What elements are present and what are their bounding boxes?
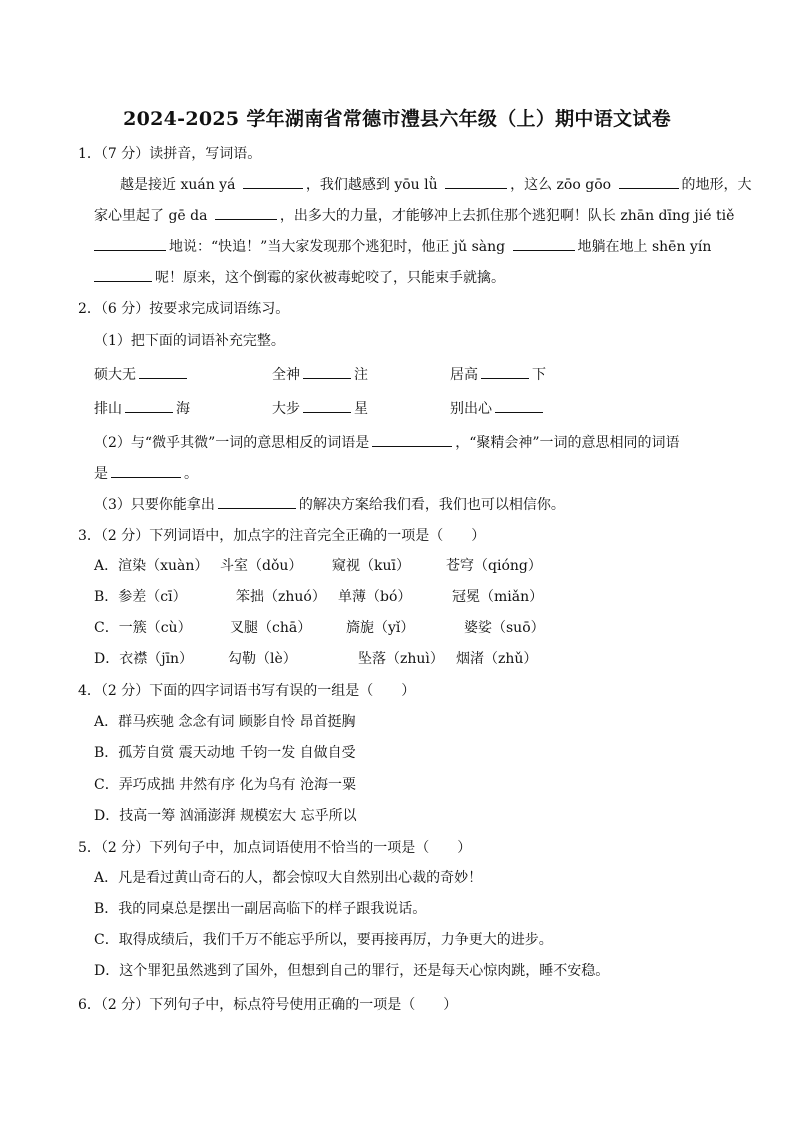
answer-blank[interactable] [303,398,351,413]
idiom-item: 排山 海 [94,398,190,419]
q5-option-a[interactable]: A．凡是看过黄山奇石的人，都会惊叹大自然别出心裁的奇妙！ [94,870,483,886]
answer-blank[interactable] [139,364,187,379]
q1-text: ，我们越感到 yōu lǜ [305,177,443,193]
q1-passage-line-1 [120,174,752,195]
q4-option-c[interactable]: C．弄巧成拙 井然有序 化为乌有 沧海一粟 [94,777,357,793]
q1-text: 越是接近 xuán yá [120,177,240,193]
idiom-item: 硕大无 [94,364,190,385]
q5-option-b[interactable]: B．我的同桌总是摆出一副居高临下的样子跟我说话。 [94,901,427,917]
q3-option-a[interactable]: A．渲染（xuàn） 斗室（dǒu） 窥视（kuī） 苍穹（qióng） [94,558,542,574]
q4-option-b[interactable]: B．孤芳自赏 震天动地 千钧一发 自做自受 [94,745,356,761]
idiom-item: 居高 下 [450,364,546,385]
q4-heading: 4．（2 分）下面的四字词语书写有误的一组是（ ） [78,683,416,699]
idiom-item: 别出心 [450,398,546,419]
q5-option-c[interactable]: C．取得成绩后，我们千万不能忘乎所以，要再接再厉，力争更大的进步。 [94,932,553,948]
answer-blank[interactable] [218,494,296,509]
q5-heading: 5．（2 分）下列句子中，加点词语使用不恰当的一项是（ ） [78,840,472,856]
q1-text: 地躺在地上 shēn yín [577,239,712,255]
answer-blank[interactable] [111,463,181,478]
q5-option-d[interactable]: D．这个罪犯虽然逃到了国外，但想到自己的罪行，还是每天心惊肉跳，睡不安稳。 [94,963,610,979]
answer-blank[interactable] [619,174,679,189]
q3-heading: 3．（2 分）下列词语中，加点字的注音完全正确的一项是（ ） [78,528,486,544]
q1-text: 地说：“快追！”当大家发现那个逃犯时，他正 jǔ sàng [169,239,510,255]
q1-text: 的地形，大 [681,177,752,193]
q2-sub2-line-1: （2）与“微乎其微”一词的意思相反的词语是 ，“聚精会神”一词的意思相同的词语 [94,432,680,453]
answer-blank[interactable] [94,236,166,251]
exam-title: 2024-2025 学年湖南省常德市澧县六年级（上）期中语文试卷 [123,108,671,130]
answer-blank[interactable] [372,432,452,447]
q2-sub3: （3）只要你能拿出 的解决方案给我们看，我们也可以相信你。 [94,494,565,515]
q2-sub2-line-2: 是 。 [94,463,198,484]
q3-option-c[interactable]: C．一簇（cù） 叉腿（chā） 旖旎（yǐ） 婆娑（suō） [94,620,545,636]
answer-blank[interactable] [215,205,277,220]
q1-heading: 1．（7 分）读拼音，写词语。 [78,146,262,162]
idiom-item: 全神 注 [272,364,368,385]
idiom-item: 大步 星 [272,398,368,419]
q1-text: ，这么 zōo gōo [510,177,616,193]
answer-blank[interactable] [481,364,529,379]
q1-passage-line-3 [94,236,711,257]
q1-passage-line-2 [94,205,734,226]
answer-blank[interactable] [94,267,152,282]
q3-option-d[interactable]: D．衣襟（jīn） 勾勒（lè） 坠落（zhuì） 烟渚（zhǔ） [94,651,538,667]
answer-blank[interactable] [303,364,351,379]
q1-text: ，出多大的力量，才能够冲上去抓住那个逃犯啊！队长 zhān dīng jié tiě [279,208,735,224]
q2-heading: 2．（6 分）按要求完成词语练习。 [78,301,290,317]
q4-option-a[interactable]: A．群马疾驰 念念有词 顾影自怜 昂首挺胸 [94,714,356,730]
answer-blank[interactable] [495,398,543,413]
q1-text: 呢！原来，这个倒霉的家伙被毒蛇咬了，只能束手就擒。 [155,270,505,286]
q2-sub1: （1）把下面的词语补充完整。 [94,333,285,349]
q1-passage-line-4 [94,267,505,288]
answer-blank[interactable] [513,236,575,251]
q6-heading: 6．（2 分）下列句子中，标点符号使用正确的一项是（ ） [78,997,458,1013]
answer-blank[interactable] [125,398,173,413]
q4-option-d[interactable]: D．技高一筹 汹涌澎湃 规模宏大 忘乎所以 [94,808,357,824]
q3-option-b[interactable]: B．参差（cī） 笨拙（zhuó） 单薄（bó） 冠冕（miǎn） [94,589,544,605]
answer-blank[interactable] [445,174,507,189]
answer-blank[interactable] [243,174,303,189]
q1-text: 家心里起了 gē da [94,208,212,224]
